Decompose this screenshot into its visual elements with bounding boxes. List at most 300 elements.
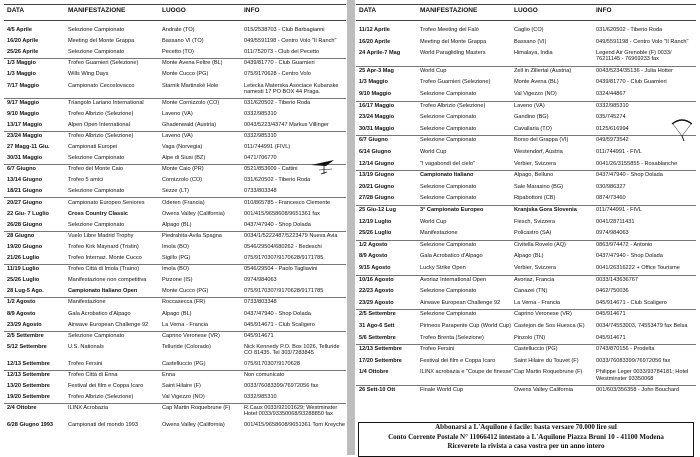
event-name: Alpen Open International — [68, 121, 130, 128]
event-info: 0034/74553003, 74553479 fax Belsa — [596, 323, 688, 329]
event-place: Monte Cucco (PG) — [162, 71, 209, 78]
table-row — [4, 133, 346, 142]
event-name: Trofeo del Monte Caio — [68, 166, 124, 173]
table-row — [4, 222, 346, 232]
table-header — [356, 4, 696, 21]
event-place: Civitella Rovelo (AQ) — [514, 241, 566, 248]
event-place: Canazei (TN) — [514, 288, 548, 295]
event-place: La Verna - Francia — [514, 299, 561, 306]
event-place: Policastro (SA) — [514, 230, 552, 237]
table-row — [356, 277, 696, 287]
event-date: 13/20 Settembre — [7, 383, 50, 390]
event-date: 7/17 Maggio — [7, 82, 40, 89]
event-name: Selezione Campionato — [420, 311, 477, 318]
event-name: 3° Campionato Europeo — [420, 207, 484, 213]
table-row — [356, 195, 696, 206]
event-info: 0439/81770 - Club Guarnieri — [596, 79, 667, 86]
event-date: 31 Ago-6 Sett — [359, 323, 395, 329]
event-date: 25/26 Luglio — [359, 230, 392, 237]
event-info: 0743/870156 - Prodelta — [596, 346, 655, 353]
event-place: Verbier, Svizzera — [514, 160, 556, 167]
event-info-continued: CO 81435. Tel 303/7283845 — [244, 349, 314, 356]
event-name: Trofeo Albrizio (Selezione) — [68, 110, 134, 117]
event-info: 049/5591198 - Centro Volo "Il Ranch" — [244, 38, 337, 45]
event-name: Trofeo Meeting del Falò — [420, 27, 479, 33]
event-date: 25 Apr-3 Mag — [359, 67, 394, 74]
event-date: 26/28 Giugno — [7, 221, 43, 228]
event-name: ILINX acrobazia e "Coupe de finesse" — [420, 369, 514, 376]
event-info-continued: namesti 17 PO BOX 44 Praga. — [244, 88, 321, 95]
table-row — [356, 300, 696, 311]
table-row — [4, 177, 346, 186]
event-place: Val Vigezzo (NO) — [162, 394, 205, 401]
event-date: 5/12 Settembre — [7, 343, 47, 350]
event-date: 23/24 Maggio — [359, 114, 395, 121]
event-date: 2/5 Settembre — [7, 332, 44, 339]
event-date: 24 Aprile-7 Mag — [359, 50, 401, 57]
event-place: Oderen (Francia) — [162, 199, 205, 206]
event-date: 22 Giu- 7 Luglio — [7, 210, 49, 217]
event-info: 015/2538703 - Club Barbagianni — [244, 27, 325, 33]
event-name: Campionati Europei — [68, 144, 118, 150]
table-row — [4, 277, 346, 286]
event-place: Pizzone (IS) — [162, 277, 193, 284]
header-info: INFO — [244, 7, 260, 14]
table-row — [356, 161, 696, 172]
event-date: 30/31 Maggio — [359, 125, 395, 132]
event-date: 25 Giu-12 Lug — [359, 207, 396, 213]
event-place: Alpago (BL) — [162, 221, 192, 228]
table-row — [4, 71, 346, 80]
event-place: Imola (BO) — [162, 266, 190, 273]
event-info: 045/914671 — [596, 334, 626, 341]
event-date: 13/14 Giugno — [7, 177, 43, 184]
event-name: Lucky Strike Open — [420, 265, 466, 271]
event-date: 12/13 Settembre — [359, 346, 402, 353]
event-name: "I vagabondi del cielo" — [420, 160, 475, 167]
event-date: 19/20 Giugno — [7, 243, 43, 250]
event-name: Campionati del mondo 1993 — [68, 422, 138, 429]
table-row — [356, 323, 696, 333]
event-info: 0974/984063 — [244, 277, 277, 284]
event-place: Pecetto (TO) — [162, 49, 194, 56]
event-info: 0439/81770 - Club Guarnieri — [244, 60, 315, 67]
event-place: Piedrahita-Avila Spagna — [162, 232, 222, 239]
table-row — [4, 166, 346, 175]
event-info: Philippe Leger 0033/93784181; Hotel — [596, 369, 689, 376]
table-row — [4, 344, 346, 359]
event-name: Trofeo Brenta (Selezione) — [420, 334, 484, 341]
event-name: Selezione Campionato — [68, 221, 125, 228]
event-info: 0974/984063 — [596, 230, 629, 237]
table-row — [356, 68, 696, 78]
event-date: 12/14 Giugno — [359, 160, 395, 167]
event-info: 011/752073 - Club del Pecetto — [244, 49, 320, 56]
event-place: Ghadenwald (Austria) — [162, 121, 217, 128]
event-date: 8/9 Agosto — [7, 310, 36, 317]
table-row — [4, 333, 346, 342]
event-info-continued: Westminster 93350068 — [596, 375, 654, 382]
event-place: Himalaya, India — [514, 50, 553, 57]
event-place: Kranjska Gora Slovenia — [514, 207, 577, 213]
event-info: 0332/985310 — [244, 132, 277, 139]
event-name: Campionato Italiano Open — [68, 288, 138, 295]
event-name: Selezione Campionato — [420, 125, 477, 132]
table-row — [356, 230, 696, 241]
event-date: 27 Magg-11 Giu. — [7, 144, 50, 150]
event-date: 23/29 Agosto — [359, 299, 394, 306]
event-info: 045/914671 - Club Scaligero — [244, 321, 315, 328]
event-place: Sale Marasino (BG) — [514, 183, 564, 190]
event-name: Triangolo Lariano International — [68, 99, 144, 106]
event-date: 12/13 Settembre — [7, 372, 50, 378]
header-date: DATA — [7, 7, 25, 14]
event-name: Selezione Campionato — [68, 49, 125, 56]
event-place: Monte Avena Feltre (BL) — [162, 60, 223, 67]
event-place: Saint Hilaire du Touvet (F) — [514, 357, 579, 364]
event-date: 9/10 Maggio — [7, 110, 40, 117]
event-name: Pirineos Parapente Cup (World Cup) — [420, 323, 511, 329]
event-place: Cap Martin Roquebrune (F) — [162, 405, 231, 412]
event-info: 0041/28711431 — [596, 218, 635, 225]
event-date: 9/10 Maggio — [359, 91, 392, 97]
event-name: Campionato Cecoslovacco — [68, 82, 135, 89]
event-name: Meeting del Monte Grappa — [68, 38, 135, 45]
table-row — [356, 219, 696, 229]
event-info: 035/745274 — [596, 114, 626, 121]
event-name: Trofeo Fersini — [68, 360, 103, 367]
table-row — [4, 299, 346, 308]
table-row — [4, 394, 346, 404]
event-name: Selezione Campionato — [420, 137, 477, 144]
event-place: Telluride (Colorado) — [162, 343, 211, 350]
event-info: 011/744991 (FIVL) — [244, 144, 291, 150]
event-place: Bassano (VI) — [514, 38, 547, 45]
header-event: MANIFESTAZIONE — [420, 7, 478, 14]
event-place: Owens Valley (California) — [162, 422, 225, 429]
event-info: 0874/73460 — [596, 195, 626, 202]
event-place: Caglio (CO) — [514, 27, 544, 33]
subscription-line-2: Conto Corrente Postale N° 11066412 intestato a L'Aquilone Piazza Bruni 10 - 41100 Modena — [388, 432, 664, 441]
event-info: 0034/1/5222487/5223479 Nueva Avia — [244, 232, 338, 239]
event-info: 075/9170307/9170628/9171785 — [244, 255, 324, 261]
event-place: Avoriaz, Francia — [514, 276, 555, 283]
table-row — [356, 27, 696, 37]
event-place: Bassano VI (TO) — [162, 38, 204, 45]
table-row — [4, 155, 346, 165]
event-place: Verbier, Svizzera — [514, 265, 556, 271]
event-place: Castelluccio (PG) — [162, 360, 206, 367]
event-date: 9/17 Maggio — [7, 99, 40, 106]
event-date: 11/12 Aprile — [359, 27, 390, 33]
event-info: 0041/26316222 + Office Tourisme — [596, 265, 680, 271]
event-info: 075/9170307/9170628/9171785 — [244, 288, 324, 295]
event-date: 1/3 Maggio — [359, 79, 388, 86]
event-info: 075/9170628 - Centro Volo — [244, 71, 311, 78]
event-info: 075/9170307/9170628 — [244, 360, 300, 367]
event-date: 18/21 Giugno — [7, 188, 43, 195]
event-place: Sigillo (PG) — [162, 255, 191, 261]
event-date: 23/29 Agosto — [7, 321, 42, 328]
event-info: 011/744991 - FIVL — [596, 149, 642, 155]
subscription-notice — [358, 422, 694, 457]
event-name: Selezione Campionato — [68, 27, 125, 33]
event-info: Nick Kennedy P.O. Box 1026, Telluride — [244, 343, 340, 350]
event-info: 0733/803348 — [244, 299, 277, 306]
event-place: Cornizzolo (CO) — [162, 177, 203, 184]
table-row — [356, 207, 696, 217]
event-place: Laveno (VA) — [162, 110, 193, 117]
table-header — [4, 4, 346, 21]
table-row — [4, 144, 346, 153]
header-date: DATA — [359, 7, 377, 14]
event-info: 010/865785 - Francesco Clemente — [244, 199, 331, 206]
event-name: Trofeo Fersini — [420, 346, 455, 353]
event-date: 25/26 Luglio — [7, 277, 40, 284]
event-place: Caprino Veronese (VR) — [514, 311, 572, 318]
event-date: 16/20 Aprile — [359, 38, 391, 45]
event-info: 031/620502 - Tiberio Roda — [244, 177, 311, 184]
event-date: 26 Sett-10 Ott — [359, 387, 396, 393]
table-row — [4, 83, 346, 99]
event-date: 16/17 Maggio — [359, 102, 395, 109]
table-row — [4, 266, 346, 275]
event-date: 28 Lug-5 Ago. — [7, 288, 44, 295]
table-row — [356, 253, 696, 263]
calendar-page-left — [4, 4, 346, 453]
event-date: 12/19 Luglio — [359, 218, 392, 225]
event-place: Andrate (TO) — [162, 27, 195, 33]
event-info: 0324/44867 — [596, 91, 626, 97]
event-place: Vaga (Norvegia) — [162, 144, 203, 150]
event-name: Trofeo Guarnieri (Selezione) — [420, 79, 491, 86]
event-name: Trofeo Albrizio (Selezione) — [420, 102, 486, 109]
event-name: ILINX Acrobazia — [68, 405, 109, 412]
event-info: 001/415/9658608/9651361 fax — [244, 210, 320, 217]
event-date: 19/20 Settembre — [7, 394, 50, 401]
event-info: 001/603/356358 - John Bouchard — [596, 387, 680, 393]
event-info: 045/914671 — [244, 332, 274, 339]
event-name: Trofeo Guarnieri (Selezione) — [68, 60, 139, 67]
event-place: Cavallaria (TO) — [514, 125, 552, 132]
event-info: Letecka Materska Asociace Kubanske — [244, 82, 339, 89]
table-row — [356, 137, 696, 147]
event-date: 2/4 Ottobre — [7, 405, 37, 412]
event-info: 0521/853609 - Cattini — [244, 166, 298, 173]
event-place: Pinzolo (TN) — [514, 334, 546, 341]
event-name: Selezione Campionato — [420, 288, 477, 295]
subscription-line-3: Riceverete la rivista a casa vostra per un anno intero — [447, 442, 605, 450]
event-place: Castejon de Sos Huesca (E) — [514, 323, 585, 329]
table-row — [356, 103, 696, 113]
event-name: World Cup — [420, 149, 447, 155]
header-event: MANIFESTAZIONE — [68, 7, 126, 14]
event-name: Airwave European Challenge 92 — [68, 321, 149, 328]
table-row — [4, 244, 346, 253]
table-row — [356, 369, 696, 386]
event-name: Trofeo Città di Enna — [68, 372, 118, 378]
event-place: Castelluccio (PG) — [514, 346, 558, 353]
table-row — [356, 79, 696, 89]
event-place: Monte Caio (PR) — [162, 166, 204, 173]
page-gutter — [347, 0, 355, 455]
table-row — [356, 387, 696, 397]
calendar-page-right — [356, 4, 696, 453]
event-place: Saint Hilaire (F) — [162, 383, 201, 390]
event-info: 0043/5223/43747 Markus Villinger — [244, 121, 329, 128]
event-date: 10/16 Agosto — [359, 276, 394, 283]
table-row — [356, 242, 696, 252]
event-info: 0033/76083399/76972056 fax — [244, 383, 319, 390]
event-name: U.S. Nationals — [68, 343, 104, 350]
event-name: Selezione Campionato — [420, 114, 477, 121]
event-info: 0332/985310 — [244, 110, 277, 117]
table-row — [4, 111, 346, 120]
event-info: 0863/974472 - Antonio — [596, 241, 653, 248]
table-row — [4, 311, 346, 320]
event-info-continued: 76211145 - 76969233 fax — [596, 56, 659, 63]
event-date: 30/31 Maggio — [7, 155, 43, 162]
event-info: 0033/143636767 — [596, 276, 638, 283]
table-row — [356, 114, 696, 124]
event-name: World Paragliding Masters — [420, 50, 486, 57]
table-row — [356, 184, 696, 194]
event-date: 1/2 Agosto — [359, 241, 388, 248]
event-name: Selezione Campionato — [420, 183, 477, 190]
event-info: 0043/5234/35136 - Julia Hotter — [596, 67, 673, 74]
event-info: 0462/750036 — [596, 288, 629, 295]
event-name: Airwave European Challenge 92 — [420, 299, 501, 306]
event-info: 0033/76083399/76972056 fax — [596, 357, 671, 364]
event-place: Alpago, Belluno — [514, 172, 554, 179]
table-row — [356, 39, 696, 49]
event-name: Trofeo 5 amici — [68, 177, 104, 184]
event-info: 0041/26/3155855 - Rosablanche — [596, 160, 678, 167]
table-row — [4, 60, 346, 69]
table-row — [4, 122, 346, 132]
event-name: Trofeo Albrizio (Selezione) — [68, 394, 134, 401]
event-info-continued: Hotel 0033/93350068/93288850 fax — [244, 411, 333, 418]
event-place: Caprino Veronese (VR) — [162, 332, 220, 339]
event-date: 6/14 Giugno — [359, 149, 392, 155]
table-row — [4, 405, 346, 420]
event-place: Alpe di Siusi (BZ) — [162, 155, 206, 162]
event-date: 2/5 Settembre — [359, 311, 396, 318]
table-row — [4, 255, 346, 265]
event-info: 0733/803348 — [244, 188, 277, 195]
subscription-line-1: Abbonarsi a L'Aquilone è facile: basta versare 70.000 lire sul — [435, 423, 617, 431]
event-name: Festival dei film e Coppa Icaro — [420, 357, 496, 364]
event-info: 045/914671 — [596, 311, 626, 318]
table-row — [4, 233, 346, 242]
event-name: Trofeo Kirk Maynard (Tristin) — [68, 243, 139, 250]
event-name: Cross Country Classic — [68, 210, 128, 217]
event-place: Monte Cornizzolo (CO) — [162, 99, 220, 106]
table-row — [356, 50, 696, 67]
event-place: Owens Valley California — [514, 387, 573, 393]
table-row — [356, 335, 696, 346]
table-row — [4, 27, 346, 36]
event-place: Gandino (BG) — [514, 114, 549, 121]
table-row — [4, 211, 346, 220]
event-info: 011/744991 - FIVL — [596, 207, 642, 213]
event-date: 8/9 Agosto — [359, 253, 388, 260]
event-name: Selezione Campionato — [420, 91, 477, 97]
event-name: Gala Acrobatico d'Alpago — [68, 310, 131, 317]
event-name: Selezione Campionato — [68, 332, 125, 339]
table-row — [4, 188, 346, 198]
event-info: 0437/47940 - Shop Dolada — [244, 310, 311, 317]
table-row — [356, 126, 696, 137]
event-date: 25/26 Aprile — [7, 49, 39, 56]
event-name: Meeting del Monte Grappa — [420, 38, 487, 45]
event-info: 0125/616994 — [596, 125, 629, 132]
table-row — [4, 422, 346, 431]
event-place: Imola (BO) — [162, 243, 190, 250]
event-date: 11/19 Luglio — [7, 266, 40, 273]
event-info: 030/986327 — [596, 183, 626, 190]
event-date: 12/13 Settembre — [7, 360, 50, 367]
event-place: Westendorf, Austria — [514, 149, 563, 155]
event-name: Manifestazione — [420, 230, 458, 237]
table-row — [4, 372, 346, 381]
event-info: 049/5591198 - Centro Volo "Il Ranch" — [596, 38, 689, 45]
event-date: 20/21 Giugno — [359, 183, 395, 190]
event-name: Selezione Campionato — [68, 188, 125, 195]
event-date: 1/3 Maggio — [7, 71, 36, 78]
event-place: Owens Valley (California) — [162, 210, 225, 217]
header-place: LUOGO — [162, 7, 186, 14]
event-name: Trofeo Albrizio (Selezione) — [68, 132, 134, 139]
header-info: INFO — [596, 7, 612, 14]
table-row — [356, 358, 696, 368]
table-row — [356, 311, 696, 321]
event-info: 0437/47940 - Shop Dolada — [596, 172, 663, 179]
event-info: 0332/985310 — [596, 102, 629, 109]
event-name: Selezione Campionato — [68, 155, 125, 162]
event-name: Vuelo Libre Madrid Trophy — [68, 232, 134, 239]
event-info: Legend Air Grenoble (F) 0033/ — [596, 50, 672, 57]
paraglider-icon — [670, 116, 694, 142]
event-info: 045/914671 - Club Scaligero — [596, 299, 667, 306]
event-name: Wills Wing Days — [68, 71, 109, 78]
event-date: 1/3 Maggio — [7, 60, 36, 67]
event-date: 17/20 Settembre — [359, 357, 402, 364]
table-row — [4, 200, 346, 209]
table-row — [4, 49, 346, 59]
event-date: 21/26 Luglio — [7, 255, 40, 261]
table-row — [356, 172, 696, 182]
event-date: 13/17 Maggio — [7, 121, 43, 128]
event-info: Non comunicato — [244, 372, 285, 378]
event-info: 0437/47940 - Shop Dolada — [244, 221, 311, 228]
event-place: Borso del Grappa (VI) — [514, 137, 569, 144]
event-date: 1/4 Ottobre — [359, 369, 389, 376]
event-name: Trofeo Città di Imola (Traino) — [68, 266, 140, 273]
event-place: Cap Martin Roquebrune (F) — [514, 369, 583, 376]
event-info: 049/5973542 — [596, 137, 629, 144]
event-info: 0332/985310 — [244, 394, 277, 401]
event-name: Manifestazione — [68, 299, 106, 306]
event-name: Finale World Cup — [420, 387, 464, 393]
table-row — [4, 383, 346, 392]
event-name: Campionato Europeo Seniores — [68, 199, 145, 206]
event-place: Ripabottoni (CB) — [514, 195, 556, 202]
event-date: 20/27 Giugno — [7, 199, 43, 206]
table-row — [4, 288, 346, 298]
event-info: 031/620502 - Tiberio Roda — [244, 99, 311, 106]
event-place: Sezze (LT) — [162, 188, 189, 195]
